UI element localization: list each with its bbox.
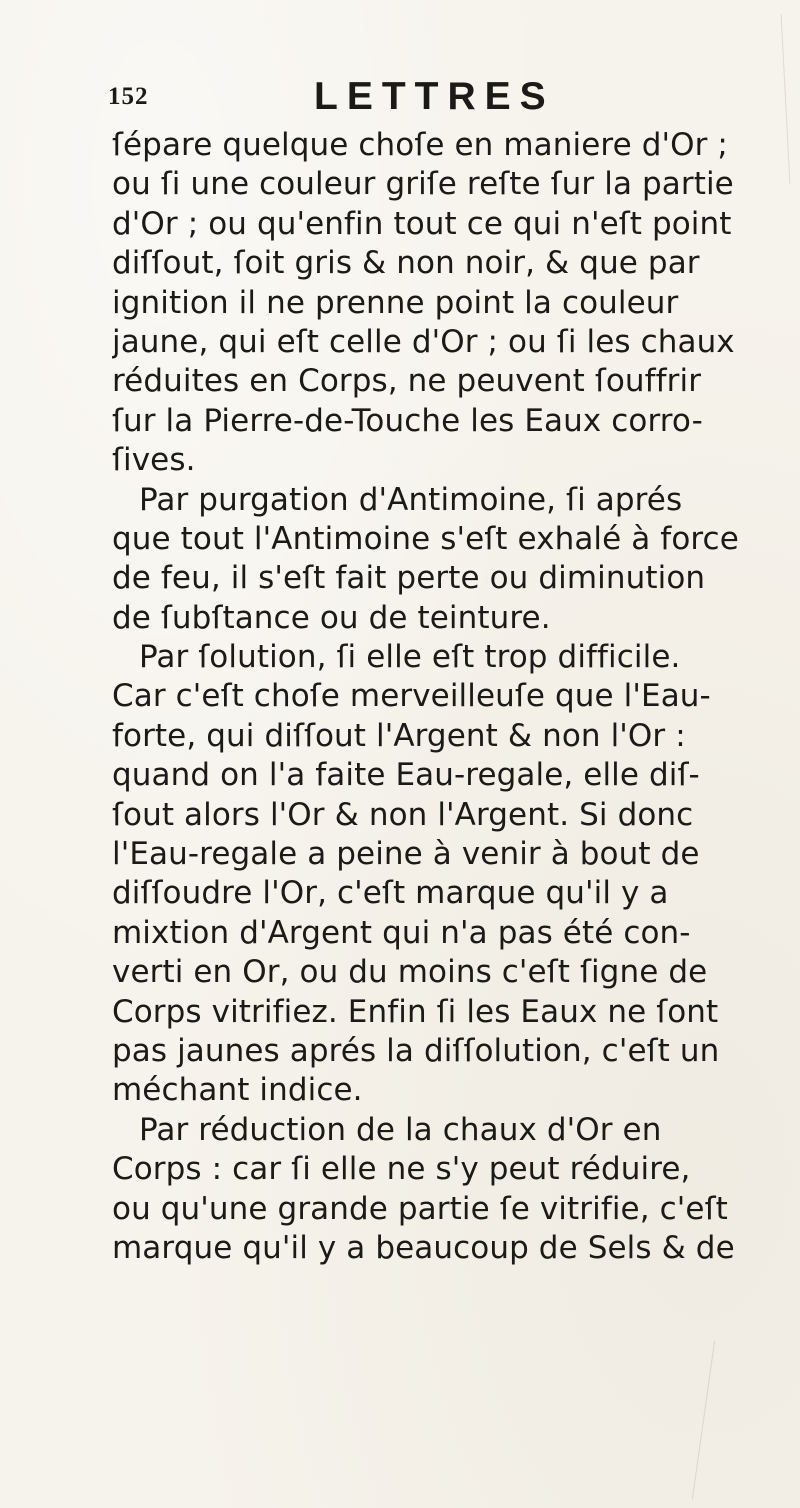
text-line: réduites en Corps, ne peuvent ſouffrir: [112, 363, 702, 400]
text-line: pas jaunes aprés la diſſolution, c'eſt un: [112, 1032, 720, 1069]
text-line: mixtion d'Argent qui n'a pas été con-: [112, 914, 691, 951]
paragraph-start-line: Par ſolution, ſi elle eſt trop difficile.: [139, 639, 681, 676]
paragraph-start-line: Par réduction de la chaux d'Or en: [139, 1111, 662, 1148]
text-line: verti en Or, ou du moins c'eſt ſigne de: [112, 954, 708, 991]
page-header: [108, 76, 668, 120]
page-number: 152: [108, 83, 149, 110]
paragraph-start-line: Par purgation d'Antimoine, ſi aprés: [139, 481, 683, 518]
text-line: ignition il ne prenne point la couleur: [112, 284, 679, 321]
text-line: ou ſi une couleur griſe reſte ſur la partie: [112, 166, 734, 203]
text-line: ſout alors l'Or & non l'Argent. Si donc: [112, 796, 694, 833]
text-line: que tout l'Antimoine s'eſt exhalé à force: [112, 520, 739, 557]
text-line: diſſoudre l'Or, c'eſt marque qu'il y a: [112, 875, 669, 912]
text-line: de feu, il s'eſt fait perte ou diminution: [112, 560, 706, 597]
text-line: ſépare quelque choſe en maniere d'Or ;: [112, 127, 728, 163]
text-line: forte, qui diſſout l'Argent & non l'Or :: [112, 717, 686, 754]
text-line: de ſubſtance ou de teinture.: [112, 599, 551, 636]
text-line: marque qu'il y a beaucoup de Sels & de: [112, 1229, 735, 1266]
text-line: Car c'eſt choſe merveilleuſe que l'Eau-: [112, 678, 711, 715]
text-line: diſſout, ſoit gris & non noir, & que par: [112, 245, 700, 282]
text-line: ſives.: [112, 442, 196, 479]
text-line: l'Eau-regale a peine à venir à bout de: [112, 836, 700, 873]
text-line: méchant indice.: [112, 1072, 363, 1109]
text-line: ſur la Pierre-de-Touche les Eaux corro-: [112, 402, 703, 439]
text-line: ou qu'une grande partie ſe vitrifie, c'eſt: [112, 1190, 728, 1227]
text-line: Corps vitrifiez. Enfin ſi les Eaux ne ſont: [112, 993, 719, 1030]
running-title: LETTRES: [314, 75, 555, 118]
text-line: d'Or ; ou qu'enfin tout ce qui n'eſt point: [112, 205, 732, 242]
body-text: [112, 126, 800, 1268]
text-line: jaune, qui eſt celle d'Or ; ou ſi les chaux: [112, 323, 735, 360]
paper-mark: [692, 1341, 715, 1500]
text-line: quand on l'a faite Eau-regale, elle diſ-: [112, 757, 700, 794]
text-line: Corps : car ſi elle ne s'y peut réduire,: [112, 1151, 691, 1188]
